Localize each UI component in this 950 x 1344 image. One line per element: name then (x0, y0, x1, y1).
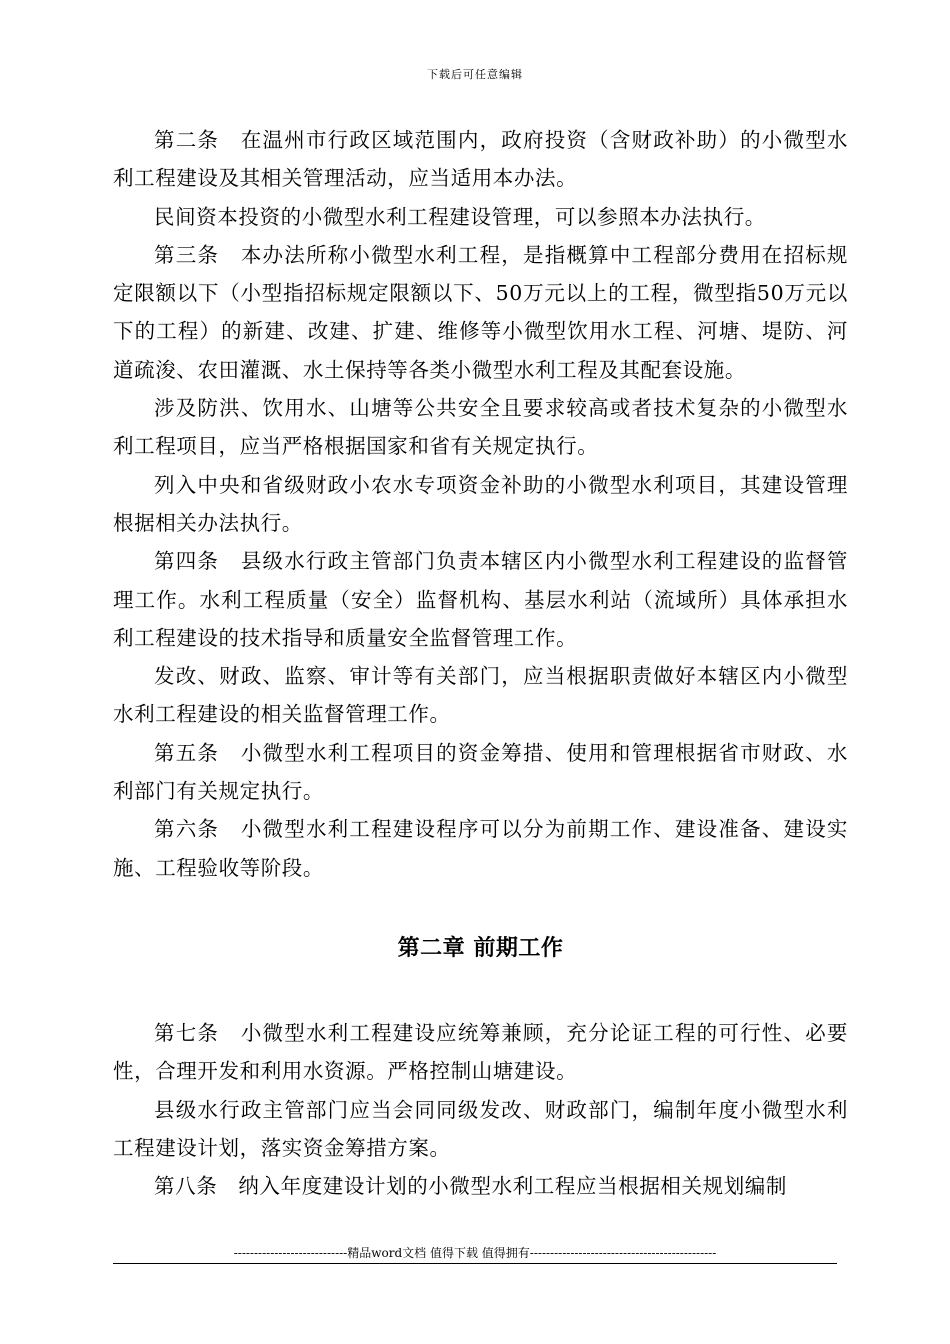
public-safety-paragraph: 涉及防洪、饮用水、山塘等公共安全且要求较高或者技术复杂的小微型水利工程项目，应当严格根据国家和省有关规定执行。 (113, 396, 848, 459)
document-body (113, 121, 848, 1205)
page-header: 下载后可任意编辑 (427, 68, 523, 81)
private-capital-paragraph: 民间资本投资的小微型水利工程建设管理，可以参照本办法执行。 (154, 204, 766, 229)
chapter-title: 第二章 前期工作 (397, 935, 564, 961)
page-footer: ----------------------------精品word文档 值得下载 值得拥有---------------------------------------------- (233, 1246, 717, 1260)
article-4-paragraph: 第四条 县级水行政主管部门负责本辖区内小微型水利工程建设的监督管理工作。水利工程质量（安全）监督机构、基层水利站（流域所）具体承担水利工程建设的技术指导和质量安全监督管理工作。 (113, 549, 848, 650)
article-7-paragraph: 第七条 小微型水利工程建设应统筹兼顾，充分论证工程的可行性、必要性，合理开发和利用水资源。严格控制山塘建设。 (113, 1020, 848, 1084)
article-6-paragraph: 第六条 小微型水利工程建设程序可以分为前期工作、建设准备、建设实施、工程验收等阶段。 (113, 817, 848, 880)
article-3-paragraph: 第三条 本办法所称小微型水利工程，是指概算中工程部分费用在招标规定限额以下（小型指招标规定限额以下、50万元以上的工程，微型指50万元以下的工程）的新建、改建、扩建、维修等小微型饮用水工程、河塘、堤防、河道疏浚、农田灌溉、水土保持等各类小微型水利工程及其配套设施。 (113, 242, 848, 382)
article-8-paragraph: 第八条 纳入年度建设计划的小微型水利工程应当根据相关规划编制 (154, 1174, 787, 1199)
article-2-paragraph: 第二条 在温州市行政区域范围内，政府投资（含财政补助）的小微型水利工程建设及其相关管理活动，应当适用本办法。 (113, 128, 848, 191)
article-5-paragraph: 第五条 小微型水利工程项目的资金筹措、使用和管理根据省市财政、水利部门有关规定执行。 (113, 740, 848, 804)
departments-paragraph: 发改、财政、监察、审计等有关部门，应当根据职责做好本辖区内小微型水利工程建设的相关监督管理工作。 (113, 664, 848, 727)
central-funding-paragraph: 列入中央和省级财政小农水专项资金补助的小微型水利项目，其建设管理根据相关办法执行。 (113, 472, 848, 535)
footer-divider (113, 1263, 837, 1264)
annual-plan-paragraph: 县级水行政主管部门应当会同同级发改、财政部门，编制年度小微型水利工程建设计划，落实资金筹措方案。 (113, 1097, 848, 1160)
